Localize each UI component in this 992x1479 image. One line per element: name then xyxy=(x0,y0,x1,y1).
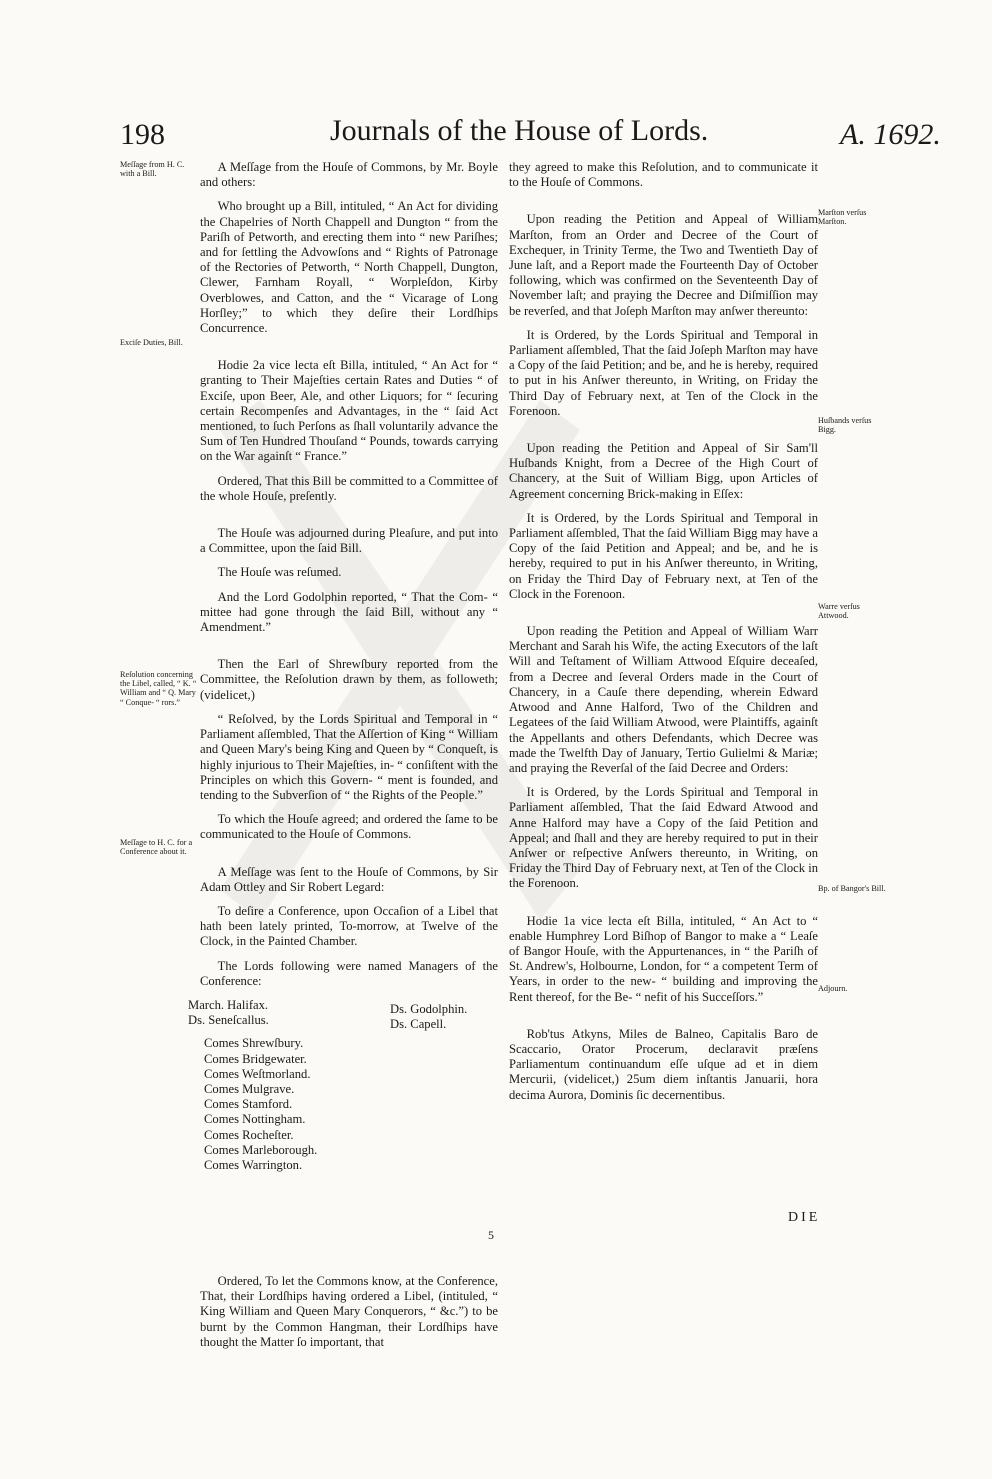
paragraph: Ordered, To let the Commons know, at the Conference, That, their Lordſhips having ordered a Libel, (intituled, “ King William and Queen Mary Conquerors, “ &c.”) to be burnt by the Common Hangman, their Lordſhips have thought the Matter ſo important, that xyxy=(200,1273,498,1349)
margin-note-resolution: Reſolution concerning the Libel, called, “ K. “ William and “ Q. Mary “ Conque‑ “ rors.” xyxy=(120,670,197,707)
catchword: DIE xyxy=(788,1210,821,1225)
paragraph: The Houſe was adjourned during Pleaſure, and put into a Committee, upon the ſaid Bill. xyxy=(200,526,498,556)
margin-note-marston: Marſton verſus Marſton. xyxy=(818,208,867,227)
list-item: Ds. Seneſcallus. xyxy=(188,1013,269,1028)
paragraph: Upon reading the Petition and Appeal of William Warr Merchant and Sarah his Wife, the acting Executors of the laſt Will and Teſtament of William Attwood Eſquire deceaſed, from a Decree and ſeveral Orders made in the Court of Chancery, in a Cauſe there depending, wherein Edward Atwood and Anne Halford, Two of the Children and Legatees of the ſaid William Atwood, were Plaintiffs, againſt the Appellants and others Defendants, which Decree was made the Twelfth Day of January, Tertio Gulielmi & Mariæ; and praying the Reverſal of the ſaid Decree and Orders: xyxy=(509,624,818,775)
list-item: Comes Rocheſter. xyxy=(204,1127,294,1142)
paragraph: A Meſſage from the Houſe of Commons, by Mr. Boyle and others: xyxy=(200,160,498,190)
list-item: Comes Nottingham. xyxy=(204,1112,306,1127)
list-item: Comes Bridgewater. xyxy=(204,1051,307,1066)
list-item: Comes Marleborough. xyxy=(204,1142,318,1157)
paragraph: Who brought up a Bill, intituled, “ An Act for dividing the Chapelries of North Chappell and Dungton “ from the Pariſh of Petworth, and erecting them into “ new Pariſhes; and for ſettling the Advowſons and “ Rights of Patronage of the Rectories of Petworth, “ North Chappell, Dungton, Clewer, Farnham Royall, “ Worpleſdon, Kirby Overblowes, and Catton, and the “ Vicarage of Long Horſley;” to which they deſire their Lordſhips Concurrence. xyxy=(200,199,498,336)
list-item: Comes Shrewſbury. xyxy=(204,1036,304,1051)
paragraph: The Houſe was reſumed. xyxy=(217,565,342,580)
page-number: 198 xyxy=(120,118,165,151)
list-item: March. Halifax. xyxy=(188,997,269,1012)
paragraph: Rob'tus Atkyns, Miles de Balneo, Capitalis Baro de Scaccario, Orator Procerum, declaravit præſens Parliamentum continuandum eſſe uſque ad et in diem Mercurii, (videlicet,) 25um diem inſtantis Januarii, hora decima Aurora, Dominis ſic decernentibus. xyxy=(509,1026,818,1102)
left-column xyxy=(188,160,498,1359)
margin-note-warre: Warre verſus Attwood. xyxy=(818,602,860,621)
paragraph: Then the Earl of Shrewſbury reported from the Committee, the Reſolution drawn by them, as followeth; (videlicet,) xyxy=(200,657,498,702)
list-item: Comes Mulgrave. xyxy=(204,1081,295,1096)
list-item: Comes Stamford. xyxy=(204,1097,293,1112)
right-column xyxy=(509,160,818,1112)
paragraph: “ Reſolved, by the Lords Spiritual and Temporal in “ Parliament aſſembled, That the Aſſertion of King “ William and Queen Mary's being King and Queen by “ Conqueſt, is highly injurious to Their Majeſties, in‑ “ conſiſtent with the Principles on which this Govern‑ “ ment is founded, and tending to the Subverſion of “ the Rights of the People.” xyxy=(200,711,498,802)
paragraph: Hodie 1a vice lecta eſt Billa, intituled, “ An Act to “ enable Humphrey Lord Biſhop of Bangor to make a “ Leaſe of Bangor Houſe, with the Appurtenances, in “ the Pariſh of St. Andrew's, Holbourne, London, for “ a competent Term of Years, in order to the new‑ “ building and improving the Rent thereof, for the Be‑ “ nefit of his Succeſſors.” xyxy=(509,913,818,1004)
paragraph: Ordered, That this Bill be committed to a Committee of the whole Houſe, preſently. xyxy=(200,473,498,503)
margin-note-message-conf: Meſſage to H. C. for a Conference about it. xyxy=(120,838,193,857)
managers-list xyxy=(188,997,498,1252)
paragraph: To deſire a Conference, upon Occaſion of a Libel that hath been lately printed, To‑morrow, at Twelve of the Clock, in the Painted Chamber. xyxy=(200,903,498,949)
list-item: Ds. Capell. xyxy=(390,1017,447,1032)
margin-note-adjourn: Adjourn. xyxy=(818,984,848,993)
running-title: Journals of the House of Lords. xyxy=(330,114,709,147)
margin-note-husbands: Huſbands verſus Bigg. xyxy=(818,416,872,435)
margin-note-excise: Exciſe Duties, Bill. xyxy=(120,338,183,347)
paragraph: It is Ordered, by the Lords Spiritual and Temporal in Parliament aſſembled, That the ſaid Edward Atwood and Anne Halford may have a Copy of the ſaid Petition and Appeal; and ſhall and they are hereby required to put in their Anſwer or reſpective Anſwers thereunto, in Writing, on Friday the Third Day of February next, at Ten of the Clock in the Forenoon. xyxy=(509,785,818,891)
paragraph: It is Ordered, by the Lords Spiritual and Temporal in Parliament aſſembled, That the ſaid Joſeph Marſton may have a Copy of the ſaid Petition; and be, and he is hereby, required to put in his Anſwer thereunto, in Writing, on Friday the Third Day of February next, at Ten of the Clock in the Forenoon. xyxy=(509,327,818,418)
list-item: Comes Warrington. xyxy=(204,1157,303,1172)
paragraph: The Lords following were named Managers of the Conference: xyxy=(200,958,498,988)
paragraph: And the Lord Godolphin reported, “ That the Com‑ “ mittee had gone through the ſaid Bill, without any “ Amendment.” xyxy=(200,589,498,635)
paragraph: It is Ordered, by the Lords Spiritual and Temporal in Parliament aſſembled, That the ſaid William Bigg may have a Copy of the ſaid Petition and Appeal; and be, and he is hereby, required to put in his Anſwer thereunto, in Writing, on Friday the Third Day of February next, at Ten of the Clock in the Forenoon. xyxy=(509,510,818,601)
paragraph: Hodie 2a vice lecta eſt Billa, intituled, “ An Act for “ granting to Their Majeſties certain Rates and Duties “ of Exciſe, upon Beer, Ale, and other Liquors; for “ ſecuring certain Recompenſes and Advantages, in the “ ſaid Act mentioned, to ſuch Perſons as ſhall voluntarily advance the Sum of Ten Hundred Thouſand “ Pounds, towards carrying on the War againſt “ France.” xyxy=(200,358,498,464)
paragraph: A Meſſage was ſent to the Houſe of Commons, by Sir Adam Ottley and Sir Robert Legard: xyxy=(200,864,498,894)
paragraph: Upon reading the Petition and Appeal of William Marſton, from an Order and Decree of the Court of Exchequer, in Trinity Terme, the Two and Twentieth Day of June laſt, and a Report made the Fourteenth Day of October following, which was confirmed on the Seventeenth Day of November laſt; and praying the Decree and Diſmiſſion may be reverſed, and that Joſeph Marſton may anſwer thereunto: xyxy=(509,212,818,318)
paragraph: they agreed to make this Reſolution, and to communicate it to the Houſe of Commons. xyxy=(509,160,818,190)
paragraph: Upon reading the Petition and Appeal of Sir Sam'll Huſbands Knight, from a Decree of the High Court of Chancery, at the Suit of William Bigg, upon Articles of Agreement concerning Brick‑making in Eſſex: xyxy=(509,441,818,501)
paragraph: To which the Houſe agreed; and ordered the ſame to be communicated to the Houſe of Commons. xyxy=(200,812,498,842)
margin-note-message-hc: Meſſage from H. C. with a Bill. xyxy=(120,160,185,179)
signature-mark: 5 xyxy=(488,1228,494,1242)
margin-note-bangor: Bp. of Bangor's Bill. xyxy=(818,884,886,893)
page-year: A. 1692. xyxy=(840,118,941,151)
list-item: Comes Weſtmorland. xyxy=(204,1066,311,1081)
list-item: Ds. Godolphin. xyxy=(390,1001,468,1016)
